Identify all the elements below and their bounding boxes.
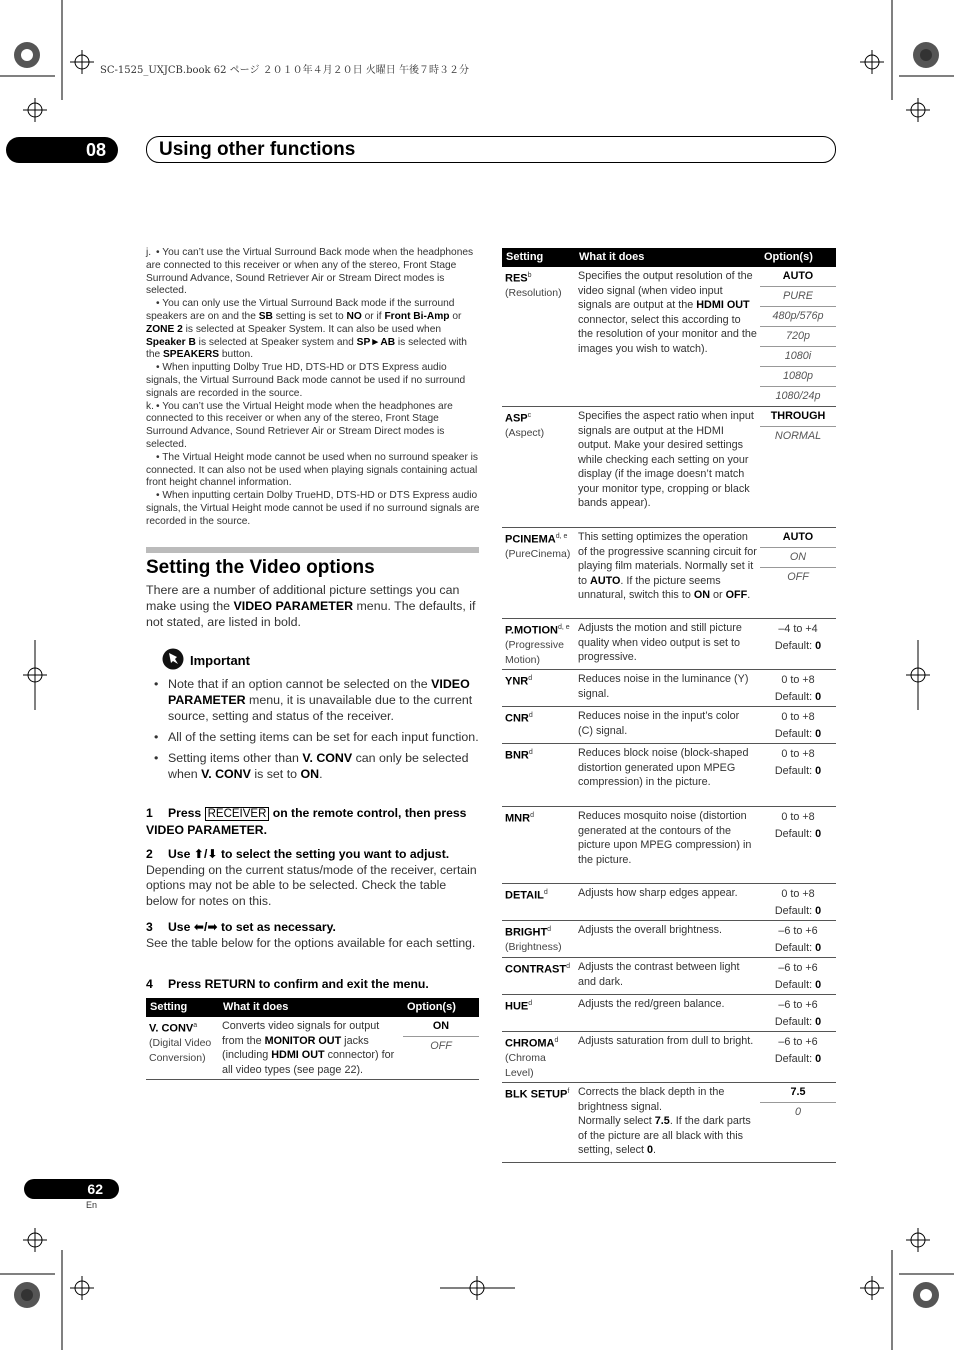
text-run: menu, it is unavailable due to the current source, setting and status of the receiver.	[168, 693, 473, 723]
options-cell	[760, 407, 836, 528]
default-value: 0	[815, 691, 822, 704]
option-value: AUTO	[760, 267, 836, 287]
receiver-key: RECEIVER	[205, 807, 270, 821]
setting-cell	[502, 267, 575, 407]
note-lead: k.	[146, 400, 154, 412]
step-number: 3	[146, 920, 153, 934]
footnote-ref: d	[566, 963, 571, 971]
note-item	[146, 490, 480, 528]
important-list	[154, 676, 482, 787]
range-text: 0 to +8	[781, 811, 815, 824]
footnote-ref: d	[528, 712, 533, 720]
text-run: Reduces noise in the input’s color (C) signal.	[578, 710, 740, 737]
text-run: There are a number of additional picture settings you can make using the	[146, 583, 460, 613]
bold-text: Speaker B	[146, 336, 196, 348]
important-icon	[162, 648, 184, 675]
option-value: 1080p	[760, 367, 836, 387]
setting-name: HUE	[505, 1000, 529, 1013]
option-value: OFF	[430, 1040, 452, 1052]
bold-text: VIDEO PARAMETER	[233, 599, 354, 613]
col-setting: Setting	[146, 998, 219, 1017]
footnote-ref: d	[528, 1000, 533, 1008]
what-cell	[575, 528, 760, 619]
important-bullet	[154, 676, 482, 724]
default-label: Default:	[774, 942, 816, 955]
setting-name: BRIGHT	[505, 926, 548, 939]
text-run: Note that if an option cannot be selected on the	[168, 677, 432, 691]
bold-text: AUTO	[590, 574, 621, 587]
option-range	[760, 707, 836, 743]
text-run: connector, select this according to the resolution of your monitor and the images you wish to watch).	[578, 313, 757, 355]
step-4	[146, 977, 480, 993]
range-text: –4 to +4	[778, 623, 818, 635]
text-run: Reduces block noise (block-shaped distortion generated upon MPEG compression) in the picture.	[578, 747, 749, 789]
range-text: –6 to +6	[778, 925, 818, 938]
step-2	[146, 847, 480, 909]
table-row	[146, 1017, 479, 1080]
range-text: –6 to +6	[778, 999, 818, 1012]
table-row	[502, 407, 836, 528]
col-what: What it does	[219, 998, 403, 1017]
text-run: is set to	[250, 767, 301, 781]
range-text: –6 to +6	[778, 1036, 818, 1049]
setting-cell	[502, 528, 575, 619]
options-cell	[760, 1032, 836, 1083]
chapter-number-badge: 08	[6, 137, 118, 163]
setting-cell	[502, 921, 575, 958]
default-value: 0	[815, 1016, 822, 1029]
what-cell	[575, 407, 760, 528]
default-value: 0	[815, 1053, 822, 1066]
default-label: Default:	[774, 1016, 816, 1029]
table-row	[502, 267, 836, 407]
bold-text: SPEAKERS	[163, 349, 220, 361]
text-run: or if	[361, 310, 385, 322]
option-range	[760, 1032, 836, 1068]
table-row	[502, 1083, 836, 1163]
print-header: SC-1525_UXJCB.book 62 ページ ２０１０年４月２０日 火曜日 午後７時３２分	[100, 65, 469, 76]
video-settings-table-right	[502, 248, 836, 1163]
table-row	[502, 744, 836, 807]
text-run: Adjusts the overall brightness.	[578, 924, 723, 937]
bold-text: V. CONV	[302, 751, 353, 765]
setting-subtitle: (Resolution)	[505, 287, 562, 300]
option-value: NORMAL	[774, 430, 822, 442]
text-run: Setting items other than	[168, 751, 303, 765]
section-rule	[146, 547, 479, 553]
step-text-a: Press	[168, 806, 205, 820]
what-cell	[575, 744, 760, 807]
text-run: Reduces mosquito noise (distortion generated at the contours of the picture upon MPEG compression) in the picture.	[578, 810, 752, 866]
bold-text: 0	[647, 1144, 654, 1157]
step-text-a: Press RETURN to confirm and exit the menu.	[168, 977, 429, 991]
col-setting: Setting	[502, 248, 575, 267]
text-run: Adjusts the red/green balance.	[578, 998, 725, 1011]
text-run: Corrects the black depth in the brightness signal.	[578, 1086, 725, 1113]
options-cell	[760, 807, 836, 884]
option-range	[760, 921, 836, 957]
option-value: 720p	[760, 327, 836, 347]
footnote-ref: d	[528, 749, 533, 757]
bold-text: Front Bi-Amp	[384, 310, 450, 322]
setting-name: P.MOTION	[505, 624, 558, 637]
footnote-ref: b	[527, 272, 532, 279]
options-cell	[760, 670, 836, 707]
table-row	[502, 1032, 836, 1083]
setting-name: V. CONV	[149, 1022, 194, 1035]
setting-name: ASP	[505, 412, 528, 425]
bold-text: NO	[346, 310, 362, 322]
options-cell	[403, 1017, 479, 1080]
setting-subtitle: (Chroma Level)	[505, 1052, 546, 1079]
important-label: Important	[190, 653, 250, 668]
text-run: jacks (including	[222, 1034, 369, 1061]
footnote-ref: d	[530, 812, 534, 820]
setting-cell	[502, 1032, 575, 1083]
note-item	[146, 298, 480, 362]
text-run: or	[449, 310, 462, 322]
setting-name: PCINEMA	[505, 533, 556, 546]
setting-subtitle: (Progressive Motion)	[505, 639, 564, 666]
default-label: Default:	[774, 765, 816, 778]
default-value: 0	[815, 905, 822, 918]
table-row	[502, 884, 836, 921]
setting-subtitle: (PureCinema)	[505, 548, 571, 561]
what-cell	[575, 707, 760, 744]
text-run: .	[319, 767, 323, 781]
table-row	[502, 528, 836, 619]
option-value: OFF	[787, 571, 809, 583]
table-row	[502, 921, 836, 958]
footnote-ref: f	[567, 1088, 570, 1096]
option-range	[760, 670, 836, 706]
option-value: 1080/24p	[775, 390, 821, 402]
footnotes	[146, 247, 480, 529]
option-value: PURE	[760, 287, 836, 307]
setting-name: MNR	[505, 812, 531, 825]
setting-cell	[502, 958, 575, 995]
setting-name: RES	[505, 272, 528, 285]
text-run: Adjusts how sharp edges appear.	[578, 887, 738, 900]
options-cell	[760, 528, 836, 619]
text-run: • When inputting Dolby True HD, DTS-HD or DTS Express audio signals, the Virtual Surround Back mode cannot be used if no surround signals are recorded in the source.	[146, 362, 466, 399]
text-run: or	[710, 589, 726, 601]
table-row	[502, 958, 836, 995]
option-range	[760, 807, 836, 843]
text-run: is selected at Speaker System. It can also be used when	[182, 323, 442, 335]
step-description: Depending on the current status/mode of the receiver, certain options may not be able to be selected. Check the table below for notes on this.	[146, 862, 477, 908]
default-value: 0	[815, 979, 822, 992]
text-run: All of the setting items can be set for each input function.	[168, 730, 479, 744]
text-run: .	[653, 1144, 657, 1157]
footnote-ref: d, e	[555, 533, 568, 540]
what-cell	[575, 267, 760, 407]
setting-cell	[502, 744, 575, 807]
bold-text: ON	[300, 767, 320, 781]
footnote-ref: c	[527, 412, 532, 419]
default-label: Default:	[774, 640, 816, 652]
range-text: 0 to +8	[781, 674, 815, 687]
default-value: 0	[815, 728, 822, 741]
setting-name: CNR	[505, 712, 529, 725]
bold-text: HDMI OUT	[271, 1049, 325, 1061]
setting-cell	[502, 995, 575, 1032]
text-run: • You can’t use the Virtual Surround Back mode when the headphones are connected to this receiver or when any of the stereo, Front Stage Surround Advance, Sound Retriever Air or Stream Direct modes is selected.	[146, 247, 474, 297]
option-value: ON	[760, 548, 836, 568]
text-run: Adjusts the motion and still picture quality when video output is set to progressive.	[578, 622, 742, 663]
option-range	[760, 958, 836, 994]
setting-cell	[502, 670, 575, 707]
setting-cell	[502, 619, 575, 670]
text-run: Adjusts the contrast between light and dark.	[578, 961, 740, 988]
text-run: .	[747, 589, 751, 601]
what-cell	[575, 1032, 760, 1083]
note-item	[146, 452, 480, 490]
step-text-a: Use ⬅/➡ to set as necessary.	[168, 920, 336, 934]
note-item	[146, 362, 480, 400]
option-value: 480p/576p	[760, 307, 836, 327]
setting-cell	[502, 707, 575, 744]
setting-name: BLK SETUP	[505, 1088, 568, 1101]
table-row	[502, 807, 836, 884]
default-label: Default:	[774, 728, 816, 741]
important-bullet	[154, 729, 482, 745]
setting-subtitle: (Digital Video Conversion)	[149, 1037, 212, 1064]
option-value: THROUGH	[760, 407, 836, 427]
what-cell	[575, 807, 760, 884]
range-text: 0 to +8	[781, 748, 815, 761]
options-cell	[760, 921, 836, 958]
table-row	[502, 619, 836, 670]
range-text: 0 to +8	[781, 711, 815, 724]
text-run: button.	[219, 349, 254, 361]
setting-cell	[502, 807, 575, 884]
option-range	[760, 995, 836, 1031]
setting-subtitle: (Brightness)	[505, 941, 562, 954]
default-value: 0	[815, 640, 822, 652]
default-label: Default:	[774, 979, 816, 992]
options-cell	[760, 1083, 836, 1163]
page-language: En	[86, 1200, 98, 1210]
text-run: Adjusts saturation from dull to bright.	[578, 1035, 754, 1048]
note-item	[146, 401, 480, 452]
text-run: is selected with the	[146, 336, 467, 361]
text-run: Reduces noise in the luminance (Y) signal.	[578, 673, 749, 700]
step-text-b: on the remote control, then press VIDEO PARAMETER.	[146, 806, 467, 837]
option-value: 1080i	[760, 347, 836, 367]
note-item	[146, 247, 480, 298]
option-value: 7.5	[760, 1083, 836, 1103]
step-number: 4	[146, 977, 153, 991]
step-1	[146, 806, 480, 838]
bold-text: SP►AB	[356, 336, 396, 348]
options-cell	[760, 619, 836, 670]
footnote-ref: d	[547, 926, 552, 934]
step-text-a: Use ⬆/⬇ to select the setting you want to adjust.	[168, 847, 450, 861]
text-run: • When inputting certain Dolby TrueHD, DTS-HD or DTS Express audio signals, the Virtual Height mode cannot be used if no surround signals are recorded in the source.	[146, 490, 480, 527]
step-description: See the table below for the options available for each setting.	[146, 935, 476, 950]
text-run: Converts video signals for output from the	[222, 1020, 380, 1047]
option-range	[760, 619, 836, 655]
what-cell	[575, 619, 760, 670]
note-lead: j.	[146, 247, 152, 258]
default-label: Default:	[774, 1053, 816, 1066]
bold-text: OFF	[725, 589, 748, 601]
footnote-ref: d	[543, 889, 548, 897]
footnote-ref: d	[528, 675, 533, 683]
what-cell	[575, 1083, 760, 1163]
option-value: ON	[403, 1017, 479, 1037]
options-cell	[760, 958, 836, 995]
setting-name: DETAIL	[505, 889, 544, 902]
text-run: setting is set to	[272, 310, 347, 322]
text-run: • You can only use the Virtual Surround Back mode if the surround speakers are on and the	[146, 298, 455, 322]
default-value: 0	[815, 828, 822, 841]
range-text: 0 to +8	[781, 888, 815, 901]
what-cell	[575, 958, 760, 995]
setting-cell	[502, 884, 575, 921]
default-label: Default:	[774, 905, 816, 918]
text-run: Specifies the aspect ratio when input signals are output at the HDMI output. Make your desired settings while checking each setting on your display (if the image doesn’t match your monitor type, cropping or black bands appear).	[578, 410, 754, 509]
bold-text: V. CONV	[201, 767, 251, 781]
chapter-title: Using other functions	[146, 136, 836, 163]
text-run: can only be selected when	[168, 751, 469, 781]
step-3	[146, 920, 480, 951]
range-text: –6 to +6	[778, 962, 818, 975]
options-cell	[760, 267, 836, 407]
options-cell	[760, 884, 836, 921]
default-label: Default:	[774, 691, 816, 704]
page-number: 62	[24, 1179, 119, 1199]
option-range	[760, 744, 836, 780]
what-cell	[575, 670, 760, 707]
option-value: 0	[794, 1106, 801, 1119]
setting-cell	[502, 407, 575, 528]
what-cell	[575, 921, 760, 958]
options-cell	[760, 744, 836, 807]
text-run: Normally select	[578, 1115, 655, 1128]
what-cell	[575, 884, 760, 921]
setting-subtitle: (Aspect)	[505, 427, 545, 440]
option-value: AUTO	[760, 528, 836, 548]
text-run: connector) for all video types (see page 22).	[222, 1049, 395, 1076]
text-run: Specifies the output resolution of the video signal (when video input signals are output at the	[578, 270, 753, 311]
what-cell	[219, 1017, 403, 1080]
text-run: menu. The defaults, if not stated, are listed in bold.	[146, 599, 476, 629]
table-row	[502, 995, 836, 1032]
setting-cell	[146, 1017, 219, 1080]
table-row	[502, 670, 836, 707]
table-row	[502, 707, 836, 744]
section-title: Setting the Video options	[146, 557, 375, 578]
bold-text: SB	[258, 310, 273, 322]
col-options: Option(s)	[403, 998, 479, 1017]
step-number: 2	[146, 847, 153, 861]
setting-name: BNR	[505, 749, 529, 762]
bold-text: HDMI OUT	[696, 299, 750, 311]
default-label: Default:	[774, 828, 816, 841]
default-value: 0	[815, 942, 822, 955]
text-run: • The Virtual Height mode cannot be used when no surround speaker is connected. It can also not be used when playing signals containing actual front height channel information.	[146, 451, 479, 489]
bold-text: ZONE 2	[146, 323, 183, 335]
setting-name: CONTRAST	[505, 963, 567, 976]
setting-cell	[502, 1083, 575, 1163]
options-cell	[760, 707, 836, 744]
bold-text: VIDEO PARAMETER	[168, 677, 470, 707]
footnote-ref: d, e	[557, 624, 570, 631]
bold-text: ON	[693, 589, 711, 601]
text-run: • You can’t use the Virtual Height mode when the headphones are connected to this receiver or when any of the stereo, Front Stage Surround Advance, Sound Retriever Air or Stream Direct modes is selected.	[146, 400, 453, 450]
bold-text: MONITOR OUT	[264, 1034, 342, 1047]
what-cell	[575, 995, 760, 1032]
important-bullet	[154, 750, 482, 782]
text-run: . If the picture seems unnatural, switch this to	[578, 574, 721, 601]
col-what: What it does	[575, 248, 760, 267]
section-intro	[146, 582, 480, 630]
bold-text: 7.5	[654, 1115, 670, 1128]
text-run: . If the dark parts of the picture are all black with this setting, select	[578, 1115, 751, 1157]
default-value: 0	[815, 765, 822, 778]
footnote-ref: d	[554, 1037, 559, 1045]
text-run: is selected at Speaker system and	[195, 336, 357, 348]
text-run: This setting optimizes the operation of the progressive scanning circuit for playing film materials. Normally set it to	[578, 531, 757, 587]
setting-name: CHROMA	[505, 1037, 555, 1050]
video-settings-table-left	[146, 998, 479, 1080]
footnote-ref: a	[193, 1022, 198, 1029]
options-cell	[760, 995, 836, 1032]
setting-name: YNR	[505, 675, 529, 688]
col-options: Option(s)	[760, 248, 836, 267]
option-range	[760, 884, 836, 920]
step-number: 1	[146, 806, 153, 820]
